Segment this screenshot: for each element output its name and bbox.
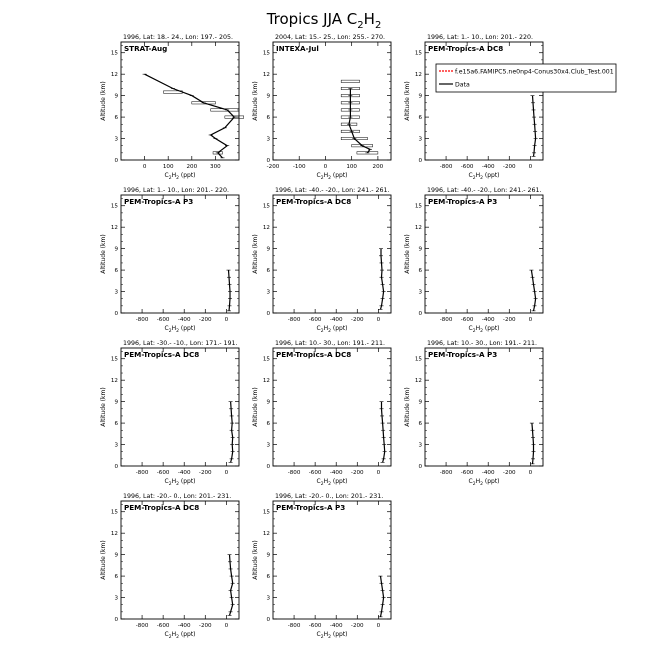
xlabel-part: C xyxy=(468,172,473,179)
ytick-label: 9 xyxy=(418,246,422,253)
xtick-label: -600 xyxy=(460,164,474,170)
ytick-label: 15 xyxy=(262,50,270,57)
xlabel-part: (ppt) xyxy=(330,172,348,179)
ytick-label: 3 xyxy=(114,595,118,602)
xlabel xyxy=(316,478,347,487)
xlabel xyxy=(468,172,499,181)
xlabel-part: C xyxy=(316,478,321,485)
ytick-label: 3 xyxy=(266,442,270,449)
panel-header: 1996, Lat: 18.- 24., Lon: 197.- 205. xyxy=(123,34,233,41)
ytick-label: 0 xyxy=(114,158,118,164)
legend-data-label: Data xyxy=(455,81,470,89)
data-line xyxy=(231,402,233,463)
panel-frame xyxy=(121,501,239,619)
xlabel-part: (ppt) xyxy=(178,478,196,485)
xlabel-part: H xyxy=(475,172,481,179)
xlabel xyxy=(316,325,347,334)
chart-panel-5 xyxy=(252,187,391,334)
data-line xyxy=(145,74,235,158)
xlabel-part: H xyxy=(171,631,177,638)
xlabel-part: C xyxy=(316,631,321,638)
ytick-label: 15 xyxy=(262,509,270,516)
xlabel-part: 2 xyxy=(480,176,483,181)
xtick-label: -200 xyxy=(198,317,212,323)
figure-title-text: Tropics JJA C xyxy=(266,10,358,28)
xtick-label: -800 xyxy=(287,623,301,629)
xtick-label: -400 xyxy=(177,623,191,629)
ytick-label: 3 xyxy=(266,289,270,296)
ylabel: Altitude (km) xyxy=(252,234,259,274)
xlabel-part: 2 xyxy=(328,329,331,334)
panel-label: PEM-Tropics-A DC8 xyxy=(124,503,200,512)
xtick-label: -800 xyxy=(439,470,453,476)
xlabel-part: 2 xyxy=(176,635,179,640)
ytick-label: 6 xyxy=(114,115,118,122)
xlabel xyxy=(164,478,195,487)
xtick-label: -400 xyxy=(177,317,191,323)
xlabel-part: C xyxy=(164,172,169,179)
panel-label: PEM-Tropics-A DC8 xyxy=(276,197,352,206)
panel-label: INTEXA-Jul xyxy=(276,44,319,53)
xtick-label: -600 xyxy=(156,623,170,629)
figure-title-sub2: 2 xyxy=(374,20,382,31)
chart-panel-2 xyxy=(252,34,391,181)
xtick-label: -400 xyxy=(481,164,495,170)
xtick-label: -200 xyxy=(350,470,364,476)
legend xyxy=(436,64,616,92)
ytick-label: 0 xyxy=(266,464,270,470)
figure-title xyxy=(266,10,382,31)
xtick-label: -200 xyxy=(502,164,516,170)
xlabel-part: C xyxy=(316,325,321,332)
ytick-label: 15 xyxy=(414,203,422,210)
ytick-label: 9 xyxy=(266,246,270,253)
ytick-label: 15 xyxy=(110,203,118,210)
xlabel-part: (ppt) xyxy=(482,172,500,179)
panel-header: 1996, Lat: -40.- -20., Lon: 241.- 261. xyxy=(275,187,390,194)
xtick-label: -600 xyxy=(156,470,170,476)
xlabel-part: H xyxy=(323,325,329,332)
panel-header: 2004, Lat: 15.- 25., Lon: 255.- 270. xyxy=(275,34,385,41)
data-line xyxy=(381,576,384,617)
xlabel-part: 2 xyxy=(480,482,483,487)
ylabel: Altitude (km) xyxy=(100,387,107,427)
ytick-label: 12 xyxy=(414,378,422,385)
ytick-label: 9 xyxy=(114,246,118,253)
xlabel xyxy=(468,325,499,334)
xtick-label: -800 xyxy=(287,317,301,323)
xlabel-part: H xyxy=(171,172,177,179)
xtick-label: -200 xyxy=(350,623,364,629)
ytick-label: 12 xyxy=(110,72,118,79)
xtick-label: 0 xyxy=(528,164,533,170)
ytick-label: 15 xyxy=(262,356,270,363)
ytick-label: 12 xyxy=(110,378,118,385)
xlabel xyxy=(164,325,195,334)
ytick-label: 9 xyxy=(266,399,270,406)
xtick-label: 0 xyxy=(528,317,533,323)
ytick-label: 9 xyxy=(418,93,422,100)
xlabel-part: C xyxy=(164,478,169,485)
ytick-label: 12 xyxy=(262,531,270,538)
xtick-label: 0 xyxy=(224,317,229,323)
xlabel-part: (ppt) xyxy=(178,631,196,638)
xlabel-part: H xyxy=(171,325,177,332)
ytick-label: 6 xyxy=(418,268,422,275)
ytick-label: 3 xyxy=(418,136,422,143)
ylabel: Altitude (km) xyxy=(404,234,411,274)
ytick-label: 6 xyxy=(114,268,118,275)
ytick-label: 12 xyxy=(262,72,270,79)
xtick-label: 0 xyxy=(224,623,229,629)
panel-header: 1996, Lat: 10.- 30., Lon: 191.- 211. xyxy=(275,340,385,347)
chart-panel-3 xyxy=(404,34,543,181)
error-box xyxy=(341,80,359,82)
xlabel-part: C xyxy=(164,325,169,332)
figure-title-mid: H xyxy=(363,10,375,28)
ylabel: Altitude (km) xyxy=(252,387,259,427)
xlabel-part: C xyxy=(316,172,321,179)
panel-frame xyxy=(273,42,391,160)
panel-header: 1996, Lat: 10.- 30., Lon: 191.- 211. xyxy=(427,340,537,347)
xlabel-part: 2 xyxy=(328,482,331,487)
xtick-label: 300 xyxy=(210,164,221,170)
panel-label: STRAT-Aug xyxy=(124,44,168,53)
xlabel-part: 2 xyxy=(320,635,324,640)
ytick-label: 3 xyxy=(114,136,118,143)
ytick-label: 3 xyxy=(418,289,422,296)
ytick-label: 0 xyxy=(418,464,422,470)
panel-header: 1996, Lat: -30.- -10., Lon: 171.- 191. xyxy=(123,340,238,347)
data-line xyxy=(532,423,534,464)
xlabel-part: (ppt) xyxy=(330,325,348,332)
ytick-label: 9 xyxy=(266,93,270,100)
xlabel-part: C xyxy=(164,631,169,638)
chart-panel-1 xyxy=(100,34,244,181)
ytick-label: 12 xyxy=(262,225,270,232)
xtick-label: -600 xyxy=(460,317,474,323)
xlabel-part: (ppt) xyxy=(330,631,348,638)
ytick-label: 6 xyxy=(114,574,118,581)
panel-label: PEM-Tropics-A P3 xyxy=(276,503,346,512)
ytick-label: 15 xyxy=(110,356,118,363)
data-line xyxy=(349,89,370,153)
chart-panel-9 xyxy=(404,340,543,487)
xtick-label: -600 xyxy=(460,470,474,476)
ytick-label: 6 xyxy=(266,421,270,428)
xtick-label: -200 xyxy=(198,623,212,629)
xtick-label: -200 xyxy=(198,470,212,476)
ytick-label: 0 xyxy=(266,158,270,164)
xtick-label: 0 xyxy=(142,164,147,170)
xtick-label: -400 xyxy=(481,317,495,323)
xtick-label: 0 xyxy=(224,470,229,476)
ytick-label: 15 xyxy=(262,203,270,210)
ylabel: Altitude (km) xyxy=(404,387,411,427)
panel-label: PEM-Tropics-A DC8 xyxy=(124,350,200,359)
panel-frame xyxy=(273,501,391,619)
panel-frame xyxy=(121,195,239,313)
panel-header: 1996, Lat: -40.- -20., Lon: 241.- 261. xyxy=(427,187,542,194)
ytick-label: 15 xyxy=(414,356,422,363)
panel-header: 1996, Lat: -20.- 0., Lon: 201.- 231. xyxy=(275,493,384,500)
data-line xyxy=(381,249,384,310)
data-line xyxy=(382,402,385,463)
chart-panel-4 xyxy=(100,187,239,334)
chart-panel-8 xyxy=(252,340,391,487)
ytick-label: 0 xyxy=(114,311,118,317)
ytick-label: 6 xyxy=(266,268,270,275)
xlabel-part: 2 xyxy=(168,329,172,334)
panel-frame xyxy=(121,348,239,466)
xlabel-part: (ppt) xyxy=(482,325,500,332)
figure-title-sub1: 2 xyxy=(357,20,364,31)
xlabel-part: 2 xyxy=(176,329,179,334)
xlabel-part: 2 xyxy=(176,482,179,487)
ytick-label: 3 xyxy=(114,289,118,296)
xtick-label: 0 xyxy=(376,317,381,323)
panels xyxy=(100,34,543,640)
ytick-label: 6 xyxy=(418,115,422,122)
xtick-label: -800 xyxy=(439,317,453,323)
ylabel: Altitude (km) xyxy=(252,81,259,121)
panel-label: PEM-Tropics-A P3 xyxy=(124,197,194,206)
ytick-label: 3 xyxy=(266,595,270,602)
xlabel-part: 2 xyxy=(168,482,172,487)
ytick-label: 15 xyxy=(414,50,422,57)
ylabel: Altitude (km) xyxy=(100,81,107,121)
xlabel-part: 2 xyxy=(320,176,324,181)
xtick-label: -800 xyxy=(135,317,149,323)
ytick-label: 12 xyxy=(110,531,118,538)
ytick-label: 6 xyxy=(418,421,422,428)
data-line xyxy=(230,555,233,616)
ylabel: Altitude (km) xyxy=(100,234,107,274)
panel-frame xyxy=(425,195,543,313)
xtick-label: -600 xyxy=(308,623,322,629)
ytick-label: 15 xyxy=(110,50,118,57)
panel-label: PEM-Tropics-A DC8 xyxy=(428,44,504,53)
xtick-label: 0 xyxy=(376,623,381,629)
xlabel-part: H xyxy=(171,478,177,485)
panel-label: PEM-Tropics-A P3 xyxy=(428,197,498,206)
ytick-label: 9 xyxy=(114,399,118,406)
xlabel-part: 2 xyxy=(176,176,179,181)
panel-frame xyxy=(273,195,391,313)
chart-panel-6 xyxy=(404,187,543,334)
panel-header: 1996, Lat: 1.- 10., Lon: 201.- 220. xyxy=(427,34,533,41)
xlabel-part: H xyxy=(475,325,481,332)
xtick-label: -800 xyxy=(287,470,301,476)
panel-label: PEM-Tropics-A DC8 xyxy=(276,350,352,359)
xtick-label: -100 xyxy=(292,164,306,170)
xtick-label: -200 xyxy=(502,470,516,476)
xtick-label: -400 xyxy=(177,470,191,476)
xtick-label: -800 xyxy=(439,164,453,170)
ytick-label: 0 xyxy=(266,311,270,317)
xtick-label: -600 xyxy=(308,317,322,323)
xlabel-part: (ppt) xyxy=(482,478,500,485)
xtick-label: -200 xyxy=(502,317,516,323)
xtick-label: 100 xyxy=(346,164,358,170)
xlabel-part: 2 xyxy=(472,176,476,181)
xlabel-part: (ppt) xyxy=(330,478,348,485)
ytick-label: 3 xyxy=(418,442,422,449)
xlabel-part: H xyxy=(323,631,329,638)
xlabel xyxy=(164,631,195,640)
chart-panel-10 xyxy=(100,493,239,640)
xlabel-part: 2 xyxy=(320,329,324,334)
xlabel xyxy=(316,631,347,640)
legend-model-label: f.e15a6.FAMIPC5.ne0np4-Conus30x4.Club_Test.001 xyxy=(455,68,614,76)
ytick-label: 12 xyxy=(414,225,422,232)
xlabel-part: (ppt) xyxy=(178,325,196,332)
panel-frame xyxy=(273,348,391,466)
ytick-label: 9 xyxy=(266,552,270,559)
xtick-label: -600 xyxy=(308,470,322,476)
ylabel: Altitude (km) xyxy=(252,540,259,580)
xtick-label: 0 xyxy=(376,470,381,476)
xlabel-part: 2 xyxy=(480,329,483,334)
xtick-label: -600 xyxy=(156,317,170,323)
xlabel xyxy=(164,172,195,181)
ytick-label: 0 xyxy=(418,311,422,317)
panel-header: 1996, Lat: 1.- 10., Lon: 201.- 220. xyxy=(123,187,229,194)
xlabel-part: 2 xyxy=(472,482,476,487)
chart-panel-7 xyxy=(100,340,239,487)
panel-frame xyxy=(425,42,543,160)
xlabel xyxy=(316,172,347,181)
xtick-label: 200 xyxy=(186,164,198,170)
xlabel-part: (ppt) xyxy=(178,172,196,179)
xlabel-part: 2 xyxy=(168,635,172,640)
ytick-label: 6 xyxy=(266,115,270,122)
ytick-label: 9 xyxy=(114,552,118,559)
xtick-label: -800 xyxy=(135,470,149,476)
ytick-label: 12 xyxy=(414,72,422,79)
ytick-label: 15 xyxy=(110,509,118,516)
data-line xyxy=(229,270,231,311)
xlabel-part: 2 xyxy=(320,482,324,487)
xlabel-part: C xyxy=(468,478,473,485)
xtick-label: -200 xyxy=(350,317,364,323)
xtick-label: -400 xyxy=(329,470,343,476)
ytick-label: 6 xyxy=(114,421,118,428)
xlabel-part: 2 xyxy=(328,176,331,181)
xtick-label: -400 xyxy=(329,623,343,629)
ytick-label: 12 xyxy=(110,225,118,232)
xtick-label: 100 xyxy=(162,164,174,170)
panel-header: 1996, Lat: -20.- 0., Lon: 201.- 231. xyxy=(123,493,232,500)
ytick-label: 9 xyxy=(114,93,118,100)
chart-panel-11 xyxy=(252,493,391,640)
ylabel: Altitude (km) xyxy=(100,540,107,580)
xtick-label: 0 xyxy=(528,470,533,476)
ytick-label: 9 xyxy=(418,399,422,406)
xtick-label: -400 xyxy=(329,317,343,323)
xtick-label: -800 xyxy=(135,623,149,629)
ytick-label: 3 xyxy=(114,442,118,449)
xlabel-part: H xyxy=(323,478,329,485)
xlabel-part: H xyxy=(323,172,329,179)
ytick-label: 0 xyxy=(266,617,270,623)
ytick-label: 6 xyxy=(266,574,270,581)
xlabel xyxy=(468,478,499,487)
xtick-label: 0 xyxy=(323,164,328,170)
panel-label: PEM-Tropics-A P3 xyxy=(428,350,498,359)
ytick-label: 3 xyxy=(266,136,270,143)
xlabel-part: 2 xyxy=(472,329,476,334)
xlabel-part: C xyxy=(468,325,473,332)
xlabel-part: 2 xyxy=(168,176,172,181)
panel-frame xyxy=(425,348,543,466)
ylabel: Altitude (km) xyxy=(404,81,411,121)
ytick-label: 12 xyxy=(262,378,270,385)
data-line xyxy=(533,96,536,157)
ytick-label: 0 xyxy=(114,617,118,623)
data-line xyxy=(531,270,535,311)
xtick-label: 200 xyxy=(372,164,384,170)
xlabel-part: H xyxy=(475,478,481,485)
ytick-label: 0 xyxy=(418,158,422,164)
xtick-label: -200 xyxy=(266,164,280,170)
xlabel-part: 2 xyxy=(328,635,331,640)
ytick-label: 0 xyxy=(114,464,118,470)
xtick-label: -400 xyxy=(481,470,495,476)
